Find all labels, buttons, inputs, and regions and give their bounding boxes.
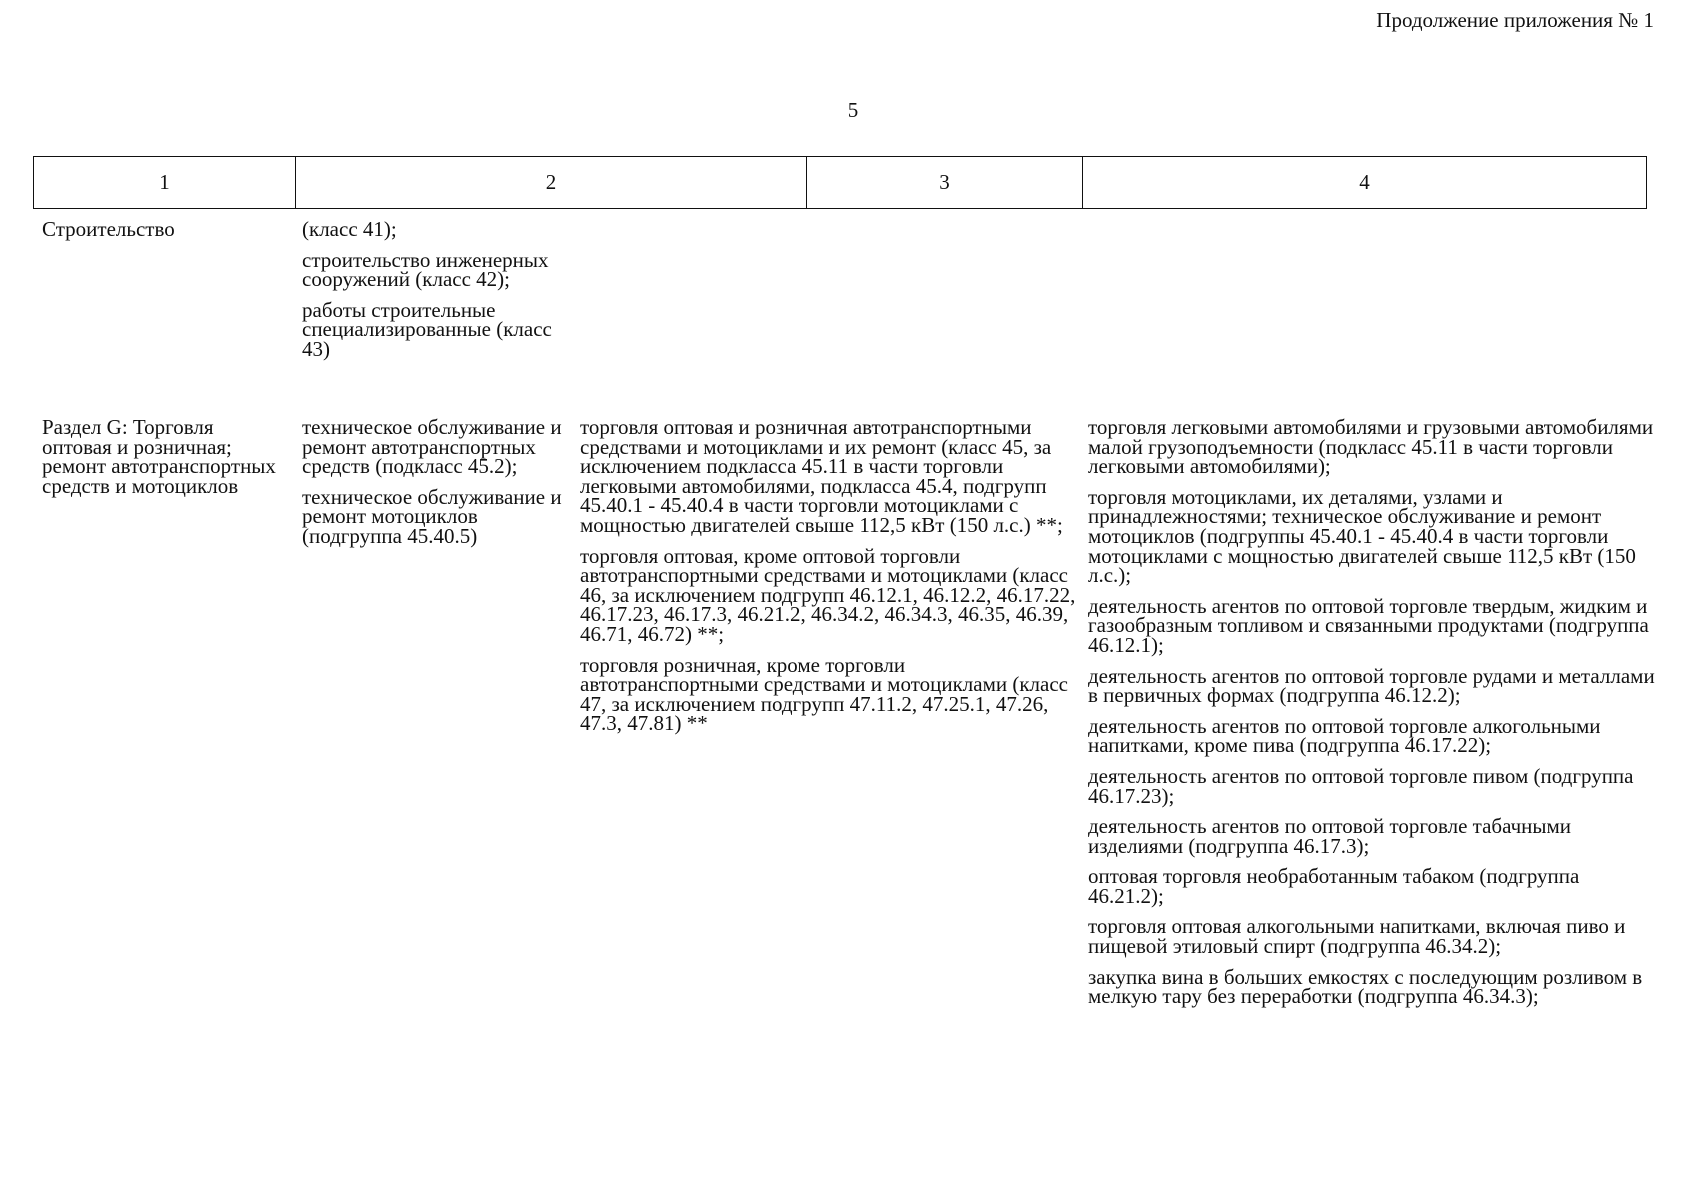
column-header-3: 3	[807, 157, 1083, 208]
row2-col2-item: техническое обслуживание и ремонт автотранспортных средств (подкласс 45.2);	[302, 415, 562, 479]
row2-col4-item: деятельность агентов по оптовой торговле табачными изделиями (подгруппа 46.17.3);	[1088, 814, 1572, 858]
row2-col3-item: торговля оптовая и розничная автотранспортными средствами и мотоциклами и их ремонт (класс 45, за исключением подкласса 45.11 в части торговли легковыми автомобилями, подкласса 45.4, подгрупп 45.40.1 - 45.40.4 в части торговли мотоциклами с мощностью двигателей свыше 112,5 кВт (150 л.с.) **;	[580, 415, 1063, 537]
row1-col2-cell	[302, 217, 572, 371]
continuation-note: Продолжение приложения № 1	[1376, 8, 1654, 32]
row2-col4-item: деятельность агентов по оптовой торговле алкогольными напитками, кроме пива (подгруппа 46.17.22);	[1088, 713, 1601, 758]
row2-col4-item: торговля оптовая алкогольными напитками, включая пиво и пищевой этиловый спирт (подгруппа 46.34.2);	[1088, 914, 1626, 959]
row1-col2-item: работы строительные специализированные (класс 43)	[302, 297, 552, 361]
row2-col4-item: торговля мотоциклами, их деталями, узлами и принадлежностями; техническое обслуживание и ремонт мотоциклов (подгруппы 45.40.1 - 45.40.4 в части торговли мотоциклами с мощностью двигателей свыше 112,5 кВт (150 л.с.);	[1088, 484, 1636, 588]
row1-col1-cell	[42, 217, 287, 251]
row2-col4-cell	[1088, 415, 1658, 1018]
row2-col1-text: Раздел G: Торговля оптовая и розничная; ремонт автотранспортных средств и мотоциклов	[42, 415, 276, 498]
row2-col4-item: деятельность агентов по оптовой торговле рудами и металлами в первичных формах (подгруппа 46.12.2);	[1088, 663, 1655, 708]
row2-col4-item: деятельность агентов по оптовой торговле пивом (подгруппа 46.17.23);	[1088, 763, 1634, 808]
column-header-4: 4	[1359, 170, 1370, 194]
page-number: 5	[847, 98, 859, 122]
table-header-row	[33, 156, 1647, 209]
row2-col4-item: деятельность агентов по оптовой торговле твердым, жидким и газообразным топливом и связанными продуктами (подгруппа 46.12.1);	[1088, 593, 1649, 657]
row2-col4-item: торговля легковыми автомобилями и грузовыми автомобилями малой грузоподъемности (подкласс 45.11 в части торговли легковыми автомобилями);	[1088, 415, 1654, 479]
row1-col2-item: (класс 41);	[302, 217, 397, 241]
row2-col4-item: закупка вина в больших емкостях с последующим розливом в мелкую тару без переработки (подгруппа 46.34.3);	[1088, 964, 1643, 1009]
row2-col2-item: техническое обслуживание и ремонт мотоциклов (подгруппа 45.40.5)	[302, 484, 562, 548]
row2-col4-item: оптовая торговля необработанным табаком (подгруппа 46.21.2);	[1088, 864, 1580, 908]
row2-col3-cell	[580, 415, 1080, 745]
row2-col2-cell	[302, 415, 572, 558]
column-header-2: 2	[296, 157, 807, 208]
row2-col1-cell	[42, 415, 287, 507]
row1-col1-text: Строительство	[42, 217, 175, 241]
column-header-1: 1	[34, 157, 296, 208]
row1-col2-item: строительство инженерных сооружений (класс 42);	[302, 247, 549, 292]
row2-col3-item: торговля оптовая, кроме оптовой торговли автотранспортными средствами и мотоциклами (класс 46, за исключением подгрупп 46.12.1, 46.12.2, 46.17.22, 46.17.23, 46.17.3, 46.21.2, 46.34.2, 46.34.3, 46.35, 46.39, 46.71, 46.72) **;	[580, 543, 1076, 646]
row2-col3-item: торговля розничная, кроме торговли автотранспортными средствами и мотоциклами (класс 47, за исключением подгрупп 47.11.2, 47.25.1, 47.26, 47.3, 47.81) **	[580, 652, 1068, 736]
